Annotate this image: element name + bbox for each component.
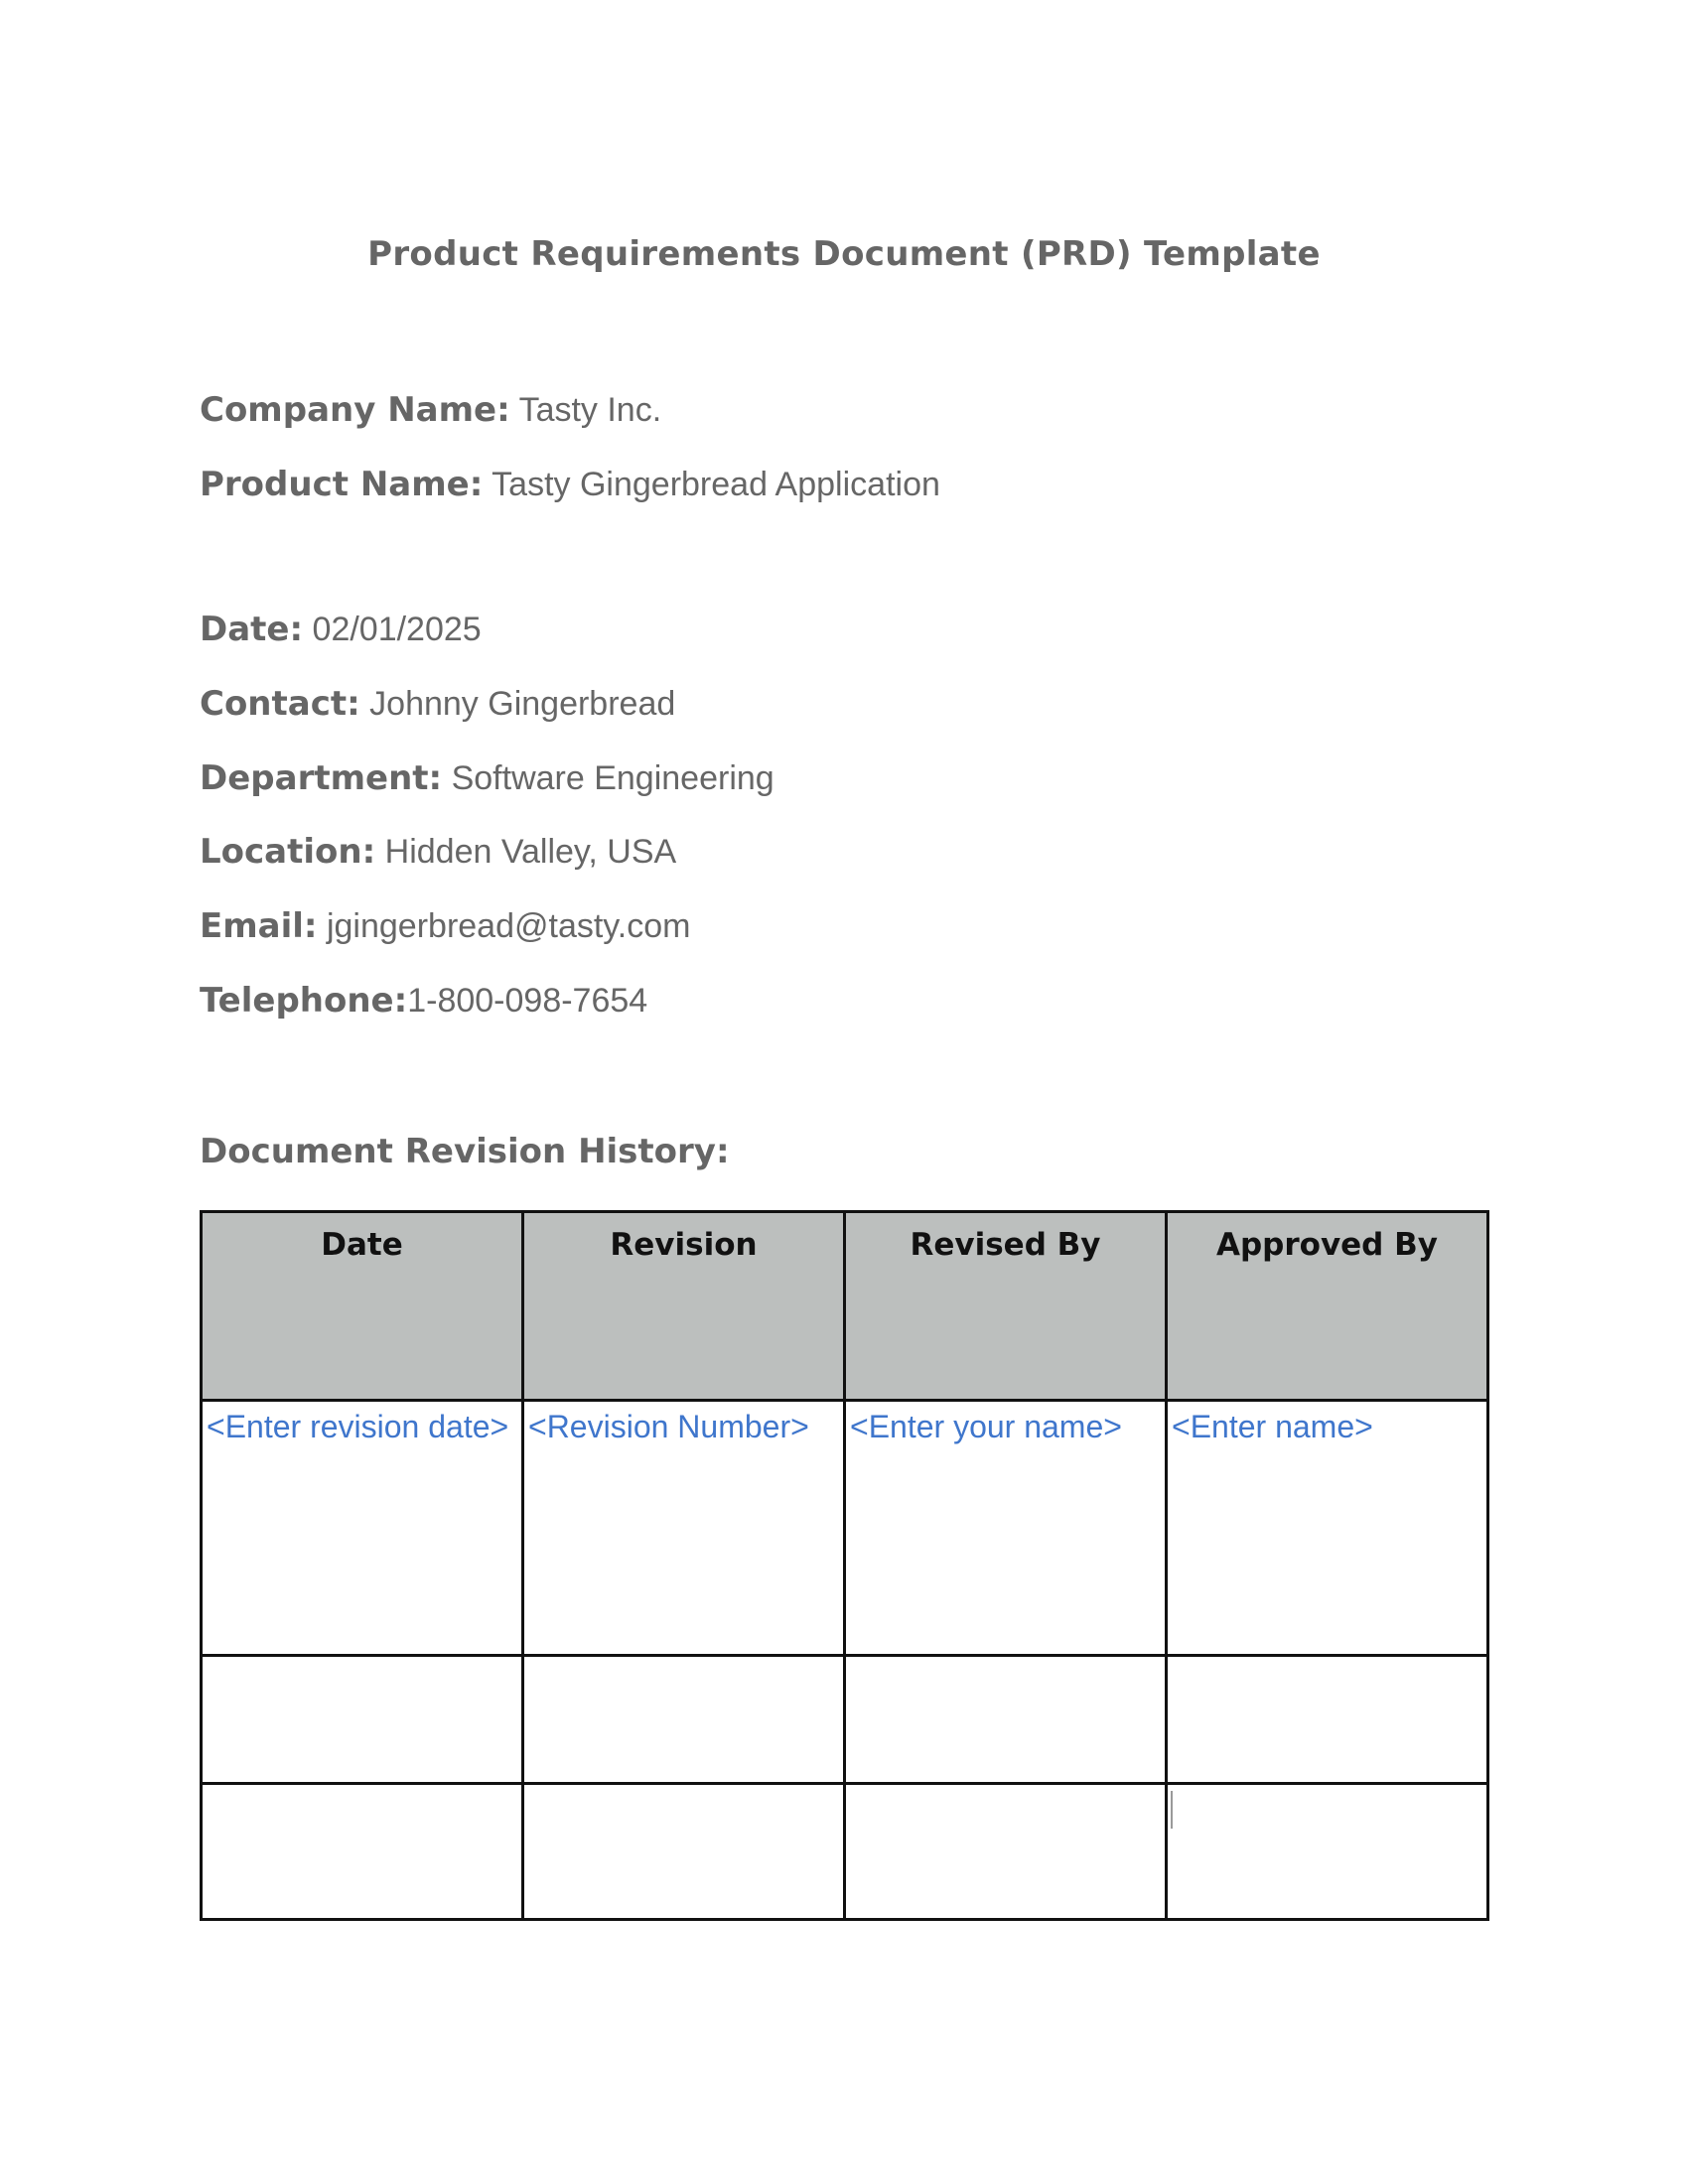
product-name-field <box>200 463 940 506</box>
department-field <box>200 756 774 800</box>
date-value[interactable]: 02/01/2025 <box>312 611 482 648</box>
approved-by-cell[interactable] <box>1167 1656 1488 1784</box>
company-name-value[interactable]: Tasty Inc. <box>518 391 662 429</box>
company-name-field <box>200 388 661 432</box>
telephone-field <box>200 979 647 1023</box>
email-label: Email: <box>200 906 318 946</box>
department-label: Department: <box>200 758 443 798</box>
revision-history-table <box>200 1210 1489 1921</box>
contact-field <box>200 682 675 726</box>
document-title: Product Requirements Document (PRD) Template <box>367 234 1321 274</box>
approved-by-cell[interactable]: <Enter name> <box>1167 1401 1488 1656</box>
email-field <box>200 904 690 948</box>
product-name-value[interactable]: Tasty Gingerbread Application <box>492 466 940 503</box>
contact-value[interactable]: Johnny Gingerbread <box>369 685 676 723</box>
revision-number-cell[interactable] <box>523 1784 845 1920</box>
date-label: Date: <box>200 610 304 649</box>
revised-by-cell[interactable] <box>845 1784 1167 1920</box>
company-name-label: Company Name: <box>200 390 510 430</box>
revision-number-cell[interactable]: <Revision Number> <box>523 1401 845 1656</box>
contact-label: Contact: <box>200 684 360 724</box>
date-field <box>200 608 482 651</box>
table-header-row <box>202 1212 1488 1401</box>
revision-number-cell[interactable] <box>523 1656 845 1784</box>
column-header-approved-by: Approved By <box>1167 1212 1488 1401</box>
column-header-revision: Revision <box>523 1212 845 1401</box>
location-label: Location: <box>200 832 376 872</box>
revision-date-cell[interactable]: <Enter revision date> <box>202 1401 523 1656</box>
revision-date-cell[interactable] <box>202 1656 523 1784</box>
revision-date-cell[interactable] <box>202 1784 523 1920</box>
revised-by-cell[interactable] <box>845 1656 1167 1784</box>
revised-by-cell[interactable]: <Enter your name> <box>845 1401 1167 1656</box>
column-header-date: Date <box>202 1212 523 1401</box>
location-field <box>200 830 676 874</box>
revision-history-heading: Document Revision History: <box>200 1132 730 1171</box>
telephone-label: Telephone: <box>200 981 408 1021</box>
approved-by-cell[interactable] <box>1167 1784 1488 1920</box>
table-row <box>202 1784 1488 1920</box>
column-header-revised-by: Revised By <box>845 1212 1167 1401</box>
location-value[interactable]: Hidden Valley, USA <box>384 833 677 871</box>
email-value[interactable]: jgingerbread@tasty.com <box>326 907 691 945</box>
product-name-label: Product Name: <box>200 465 484 504</box>
table-row <box>202 1656 1488 1784</box>
telephone-value[interactable]: 1-800-098-7654 <box>407 982 648 1020</box>
department-value[interactable]: Software Engineering <box>451 759 774 797</box>
text-cursor <box>1171 1791 1173 1829</box>
table-row <box>202 1401 1488 1656</box>
